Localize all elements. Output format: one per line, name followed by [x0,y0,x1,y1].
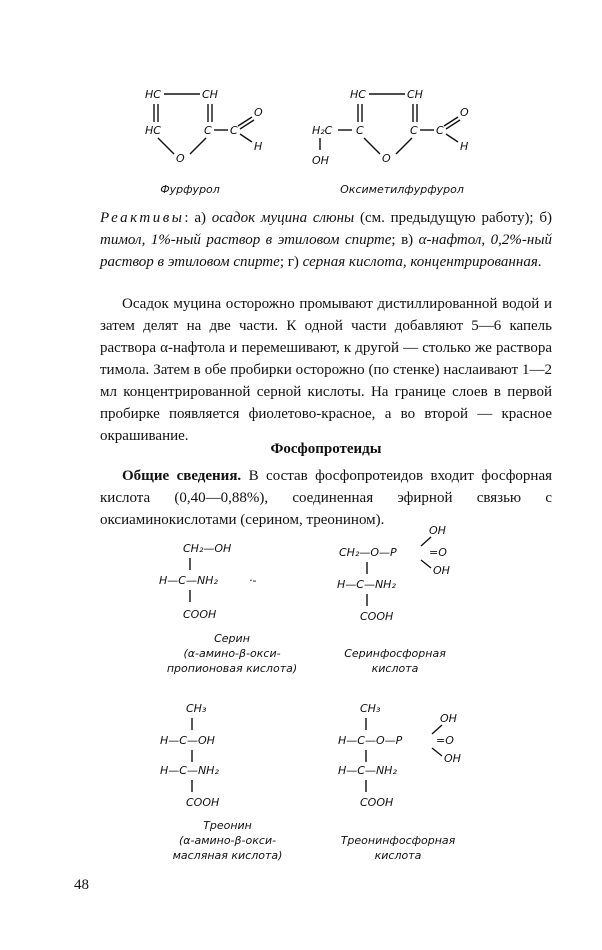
serine-p-oh-top: OH [429,524,446,537]
reagent-d-text: серная кислота, концентрированная [302,254,538,270]
threonine-p-h-c-nh2: H—C—NH₂ [338,764,397,777]
reagent-c-text: α-нафтол, 0,2%-ный раствор в этиловом спирте [100,232,552,270]
reagents-end: . [537,254,542,270]
reagents-a-note: (см. предыдущую работу); б) [354,210,552,226]
furfural-atom-hc1: HC [145,88,161,101]
hydroxymethylfurfural-caption: Оксиметилфурфурол [340,183,464,196]
serine-phosphate-diagram [335,522,495,622]
threonine-p-cooh: COOH [360,796,394,809]
serine-p-bond [421,537,431,546]
furfural-bond [240,134,252,142]
threonine-ch3: CH₃ [186,702,207,715]
threonine-phosphate-diagram [338,700,498,812]
serine-phosphate-structure [335,522,495,622]
furfural-atom-h: H [254,140,263,153]
general-text: В состав фосфопротеидов входит фосфорная кислота (0,40—0,88%), соединенная эфирной связью с оксиаминокислотами (серином, треонином). [100,468,553,528]
section-heading: Фосфопротеиды [270,441,382,457]
threonine-caption [145,818,310,863]
serine-caption-line: Серин [214,632,250,645]
reagents-c-sep: ; г) [279,254,303,270]
page-number: 48 [74,877,89,893]
serine-p-oh-bot: OH [433,564,450,577]
serine-p-chain: CH₂—O—P [339,546,397,559]
threonine-h-c-oh: H—C—OH [160,734,215,747]
furfural-bond [190,138,206,154]
furfural-atom-hc2: HC [145,124,161,137]
furfural-atom-o-top: O [254,106,263,119]
furfural-bond [238,117,252,126]
serine-phosphate-caption [330,646,460,676]
furfural-diagram [140,86,280,166]
furfural-caption: Фурфурол [160,183,220,196]
furfural-atom-c2: C [230,124,238,137]
hydroxymethylfurfural-diagram [310,86,490,176]
hmf-bond [444,117,458,126]
serine-p-eq-o: =O [429,546,447,559]
furfural-atom-c1: C [204,124,212,137]
hmf-atom-o-ring: O [382,152,391,165]
hmf-bond [396,138,412,154]
threonine-p-oh-top: OH [440,712,457,725]
threonine-p-bond [432,748,442,756]
reagents-a: : а) [184,210,212,226]
reagent-a-text: осадок муцина слюны [211,210,355,226]
reagents-paragraph [100,207,552,273]
furfural-bond [158,138,174,154]
hmf-bond [446,134,458,142]
reagents-b-sep: ; в) [391,232,419,248]
hmf-bond [446,120,460,129]
serine-p-cooh: COOH [360,610,394,623]
threonine-phosphate-caption-line: Треонинфосфорная [340,834,456,847]
serine-caption [148,631,316,676]
threonine-p-ch3: CH₃ [360,702,381,715]
general-label: Общие сведения. [122,468,242,484]
hmf-atom-h: H [460,140,469,153]
threonine-p-oh-bot: OH [444,752,461,765]
threonine-p-chain: H—C—O—P [338,734,403,747]
hmf-bond [364,138,380,154]
threonine-caption-line: масляная кислота) [172,849,283,862]
threonine-phosphate-structure [338,700,498,812]
furfural-atom-o-ring: O [176,152,185,165]
threonine-caption-line: Треонин [203,819,252,832]
threonine-cooh: COOH [186,796,220,809]
hydroxymethylfurfural-structure [310,86,490,176]
serine-phosphate-caption-line: Серинфосфорная [344,647,446,660]
threonine-caption-line: (α-амино-β-окси- [178,834,277,847]
serine-cooh: COOH [183,608,217,621]
serine-structure [145,540,285,635]
threonine-h-c-nh2: H—C—NH₂ [160,764,219,777]
threonine-structure [158,700,278,812]
procedure-paragraph: Осадок муцина осторожно промывают дистиллированной водой и затем делят на две части. К одной части добавляют 5—6 капель раствора α-нафтола и перемешивают, к другой — столько же раствора тимола. Затем в обе пробирки осторожно (по стенке) наслаивают 1—2 мл концентрированной серной кислоты. На границе слоев в первой пробирке появляется фиолетово-красное, а во второй — красное окрашивание. [100,296,552,444]
serine-caption-line: (α-амино-β-окси- [183,647,281,660]
threonine-p-bond [432,725,442,734]
hmf-atom-c2: C [410,124,418,137]
hmf-atom-oh: OH [312,154,329,167]
serine-diagram [145,540,285,635]
threonine-phosphate-caption [333,833,463,863]
furfural-atom-ch1: CH [202,88,218,101]
hmf-atom-ch1: CH [407,88,423,101]
hmf-atom-c1: C [356,124,364,137]
threonine-diagram [158,700,278,812]
serine-phosphate-caption-line: кислота [371,662,419,675]
furfural-structure [140,86,280,166]
serine-caption-line: пропионовая кислота) [166,662,298,675]
hmf-atom-hc1: HC [350,88,366,101]
reagent-b-text: тимол, 1%-ный раствор в этиловом спирте [100,232,392,248]
serine-dots: ·- [249,574,257,587]
furfural-bond [240,120,254,129]
hmf-atom-h2c: H₂C [312,124,333,137]
hmf-atom-o-top: O [460,106,469,119]
serine-h-c-nh2: H—C—NH₂ [159,574,218,587]
serine-ch2oh: CH₂—OH [183,542,232,555]
threonine-p-eq-o: =O [436,734,454,747]
serine-p-bond [421,560,431,568]
threonine-phosphate-caption-line: кислота [374,849,422,862]
serine-p-h-c-nh2: H—C—NH₂ [337,578,396,591]
reagents-label: Реактивы [100,210,185,226]
hmf-atom-c3: C [436,124,444,137]
